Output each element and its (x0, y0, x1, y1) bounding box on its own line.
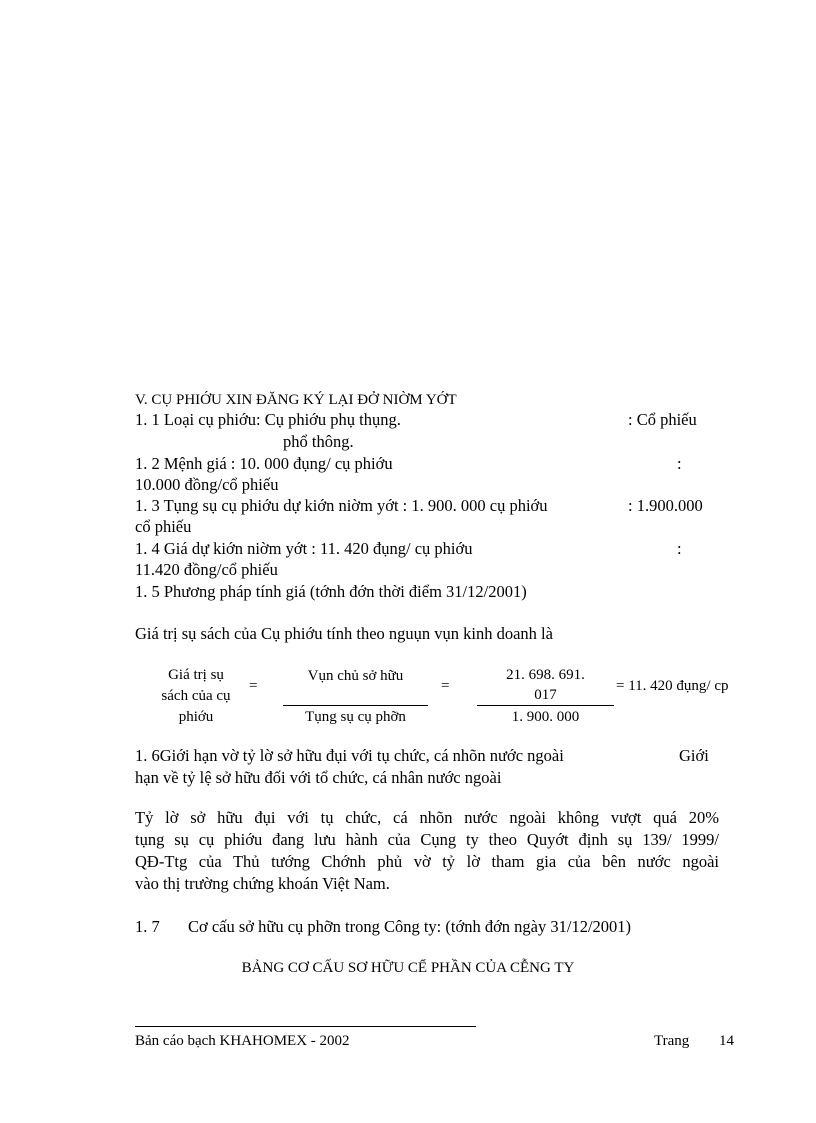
item-1-3-label: 1. 3 Tụng sụ cụ phiớu dự kiớn niờm yớt : 1. 900. 000 cụ phiớu (135, 496, 548, 515)
item-1-2-wrap: 10.000 đồng/cổ phiếu (135, 475, 279, 494)
formula-denominator-1: Tụng sụ cụ phỡn (305, 709, 406, 725)
formula-equals-1: = (249, 678, 258, 694)
fraction-bar-1 (283, 705, 428, 706)
formula-lhs-line1: Giá trị sụ (168, 667, 224, 683)
item-1-4-value: : (677, 539, 682, 558)
item-1-6-label-tail: Giới (679, 746, 709, 765)
table-title: BẢNG CƠ CẤU SƠ HỮU CỂ PHẦN CỦA CỄNG TY (241, 960, 575, 976)
formula-equals-2: = (441, 678, 450, 694)
item-1-5-label: 1. 5 Phương pháp tính giá (tớnh đớn thời điểm 31/12/2001) (135, 582, 527, 601)
formula-lhs-line3: phiớu (178, 709, 214, 725)
paragraph-line: QĐ-Ttg của Thủ tướng Chớnh phủ vờ tỷ lờ tham gia của bên nước ngoài (135, 852, 719, 871)
paragraph-line: Tỷ lờ sở hữu đụi với tụ chức, cá nhõn nước ngoài không vượt quá 20% (135, 808, 719, 827)
item-1-1-value: : Cổ phiếu (628, 410, 697, 429)
item-1-1-wrap: phổ thông. (283, 432, 354, 451)
item-1-4-label: 1. 4 Giá dự kiớn niờm yớt : 11. 420 đụng/ cụ phiớu (135, 539, 473, 558)
item-1-4-wrap: 11.420 đồng/cổ phiếu (135, 560, 278, 579)
formula-intro: Giá trị sụ sách của Cụ phiớu tính theo nguụn vụn kinh doanh là (135, 624, 553, 643)
formula-denominator-2: 1. 900. 000 (511, 709, 580, 725)
item-1-7-number: 1. 7 (135, 917, 160, 936)
footer-document-name: Bản cáo bạch KHAHOMEX - 2002 (135, 1033, 350, 1049)
item-1-3-value: : 1.900.000 (628, 496, 703, 515)
formula-numerator-2-line2: 017 (534, 687, 557, 703)
item-1-2-label: 1. 2 Mệnh giá : 10. 000 đụng/ cụ phiớu (135, 454, 393, 473)
formula-numerator-1: Vụn chủ sở hữu (307, 668, 404, 684)
footer-rule (135, 1026, 476, 1027)
paragraph-line: tụng sụ cụ phiớu đang lưu hành của Cụng ty theo Quyớt định sụ 139/ 1999/ (135, 830, 719, 849)
section-heading: V. CỤ PHIỚU XIN ĐĂNG KÝ LẠI ĐỞ NIỜM YỚT (135, 392, 457, 408)
footer-page-label: Trang (654, 1033, 690, 1049)
item-1-6-label: 1. 6Giới hạn vờ tỷ lờ sở hữu đụi với tụ chức, cá nhõn nước ngoài (135, 746, 564, 765)
item-1-3-wrap: cổ phiếu (135, 517, 192, 536)
fraction-bar-2 (477, 705, 614, 706)
item-1-1-label: 1. 1 Loại cụ phiớu: Cụ phiớu phụ thụng. (135, 410, 401, 429)
formula-numerator-2-line1: 21. 698. 691. (506, 667, 585, 683)
formula-result: = 11. 420 đụng/ cp (616, 678, 729, 694)
item-1-2-value: : (677, 454, 682, 473)
item-1-7-text: Cơ cấu sở hữu cụ phỡn trong Công ty: (tớnh đớn ngày 31/12/2001) (188, 917, 632, 936)
paragraph-line: vào thị trường chứng khoán Việt Nam. (135, 874, 390, 893)
formula-lhs-line2: sách của cụ (161, 688, 231, 704)
footer-page-number: 14 (719, 1033, 734, 1049)
item-1-6-line2: hạn về tỷ lệ sở hữu đối với tổ chức, cá nhân nước ngoài (135, 768, 502, 787)
